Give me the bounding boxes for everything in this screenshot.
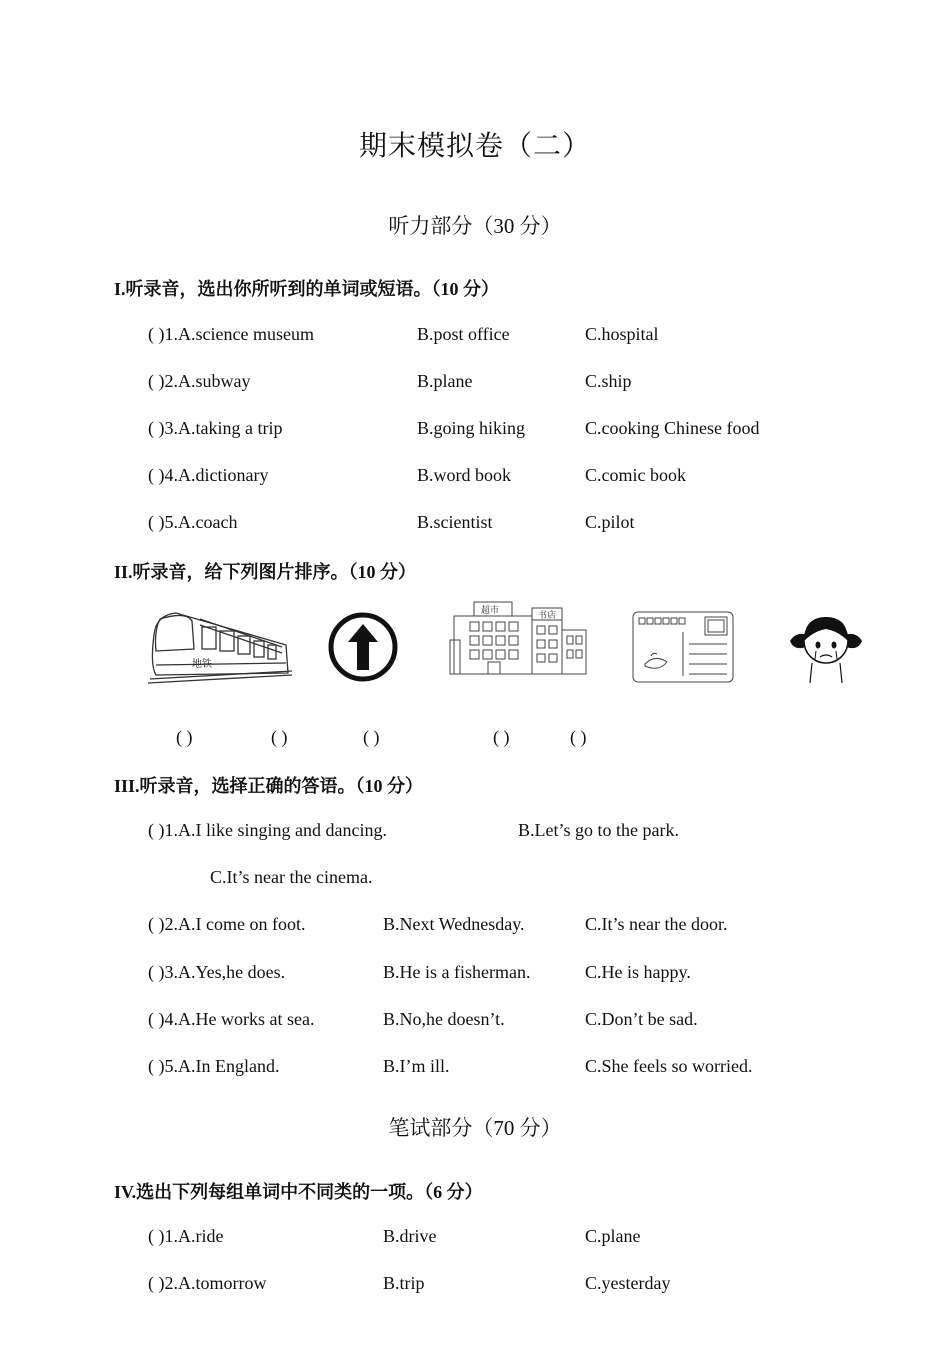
answer-blank: ( ): [570, 727, 587, 747]
option-b: B.word book: [417, 465, 511, 485]
option-b: B.No,he doesn’t.: [383, 1009, 505, 1029]
subway-label: 地铁: [192, 659, 212, 670]
option-b: B.scientist: [417, 512, 493, 532]
option-c: C.cooking Chinese food: [585, 418, 760, 438]
option-c: C.plane: [585, 1226, 641, 1246]
option-c: C.Don’t be sad.: [585, 1009, 698, 1029]
option-b: B.post office: [417, 324, 510, 344]
option-a: ( )3.A.Yes,he does.: [148, 962, 286, 982]
option-b: B.I’m ill.: [383, 1056, 450, 1076]
section-4-heading: IV.选出下列每组单词中不同类的一项。（6 分）: [114, 1182, 483, 1202]
option-c: C.comic book: [585, 465, 686, 485]
answer-blank: ( ): [176, 727, 193, 747]
option-a: ( )4.A.dictionary: [148, 465, 269, 485]
up-arrow-sign-image: [326, 610, 400, 684]
option-c: C.pilot: [585, 512, 635, 532]
option-b: B.trip: [383, 1273, 425, 1293]
bookstore-label: 书店: [538, 611, 557, 621]
supermarket-label: 超市: [481, 606, 500, 616]
answer-blank: ( ): [363, 727, 380, 747]
option-a: ( )3.A.taking a trip: [148, 418, 283, 438]
section-2-heading: II.听录音，给下列图片排序。（10 分）: [114, 562, 417, 582]
option-c: C.She feels so worried.: [585, 1056, 753, 1076]
option-a: ( )2.A.tomorrow: [148, 1273, 267, 1293]
option-c: C.He is happy.: [585, 962, 691, 982]
answer-blank: ( ): [493, 727, 510, 747]
postcard-image: [631, 610, 735, 684]
option-b: B.Next Wednesday.: [383, 914, 525, 934]
option-c: C.hospital: [585, 324, 659, 344]
option-a: ( )1.A.I like singing and dancing.: [148, 820, 387, 840]
option-b: B.He is a fisherman.: [383, 962, 531, 982]
page-title: 期末模拟卷（二）: [358, 131, 591, 162]
writing-part-heading: 笔试部分（70 分）: [388, 1116, 562, 1140]
option-c: C.It’s near the cinema.: [210, 867, 373, 887]
supermarket-bookstore-image: [448, 600, 590, 676]
answer-blank: ( ): [271, 727, 288, 747]
option-c: C.ship: [585, 371, 632, 391]
option-a: ( )1.A.science museum: [148, 324, 314, 344]
option-a: ( )5.A.coach: [148, 512, 238, 532]
option-a: ( )5.A.In England.: [148, 1056, 280, 1076]
section-3-heading: III.听录音，选择正确的答语。（10 分）: [114, 776, 424, 796]
subway-train-image: [146, 605, 296, 685]
option-c: C.yesterday: [585, 1273, 671, 1293]
option-b: B.plane: [417, 371, 473, 391]
option-b: B.going hiking: [417, 418, 526, 438]
option-b: B.drive: [383, 1226, 437, 1246]
option-c: C.It’s near the door.: [585, 914, 728, 934]
option-a: ( )1.A.ride: [148, 1226, 224, 1246]
listening-part-heading: 听力部分（30 分）: [388, 214, 562, 238]
option-a: ( )2.A.subway: [148, 371, 251, 391]
crying-girl-image: [786, 605, 866, 685]
option-a: ( )2.A.I come on foot.: [148, 914, 306, 934]
section-1-heading: I.听录音，选出你所听到的单词或短语。（10 分）: [114, 279, 500, 299]
option-b: B.Let’s go to the park.: [518, 820, 679, 840]
option-a: ( )4.A.He works at sea.: [148, 1009, 315, 1029]
